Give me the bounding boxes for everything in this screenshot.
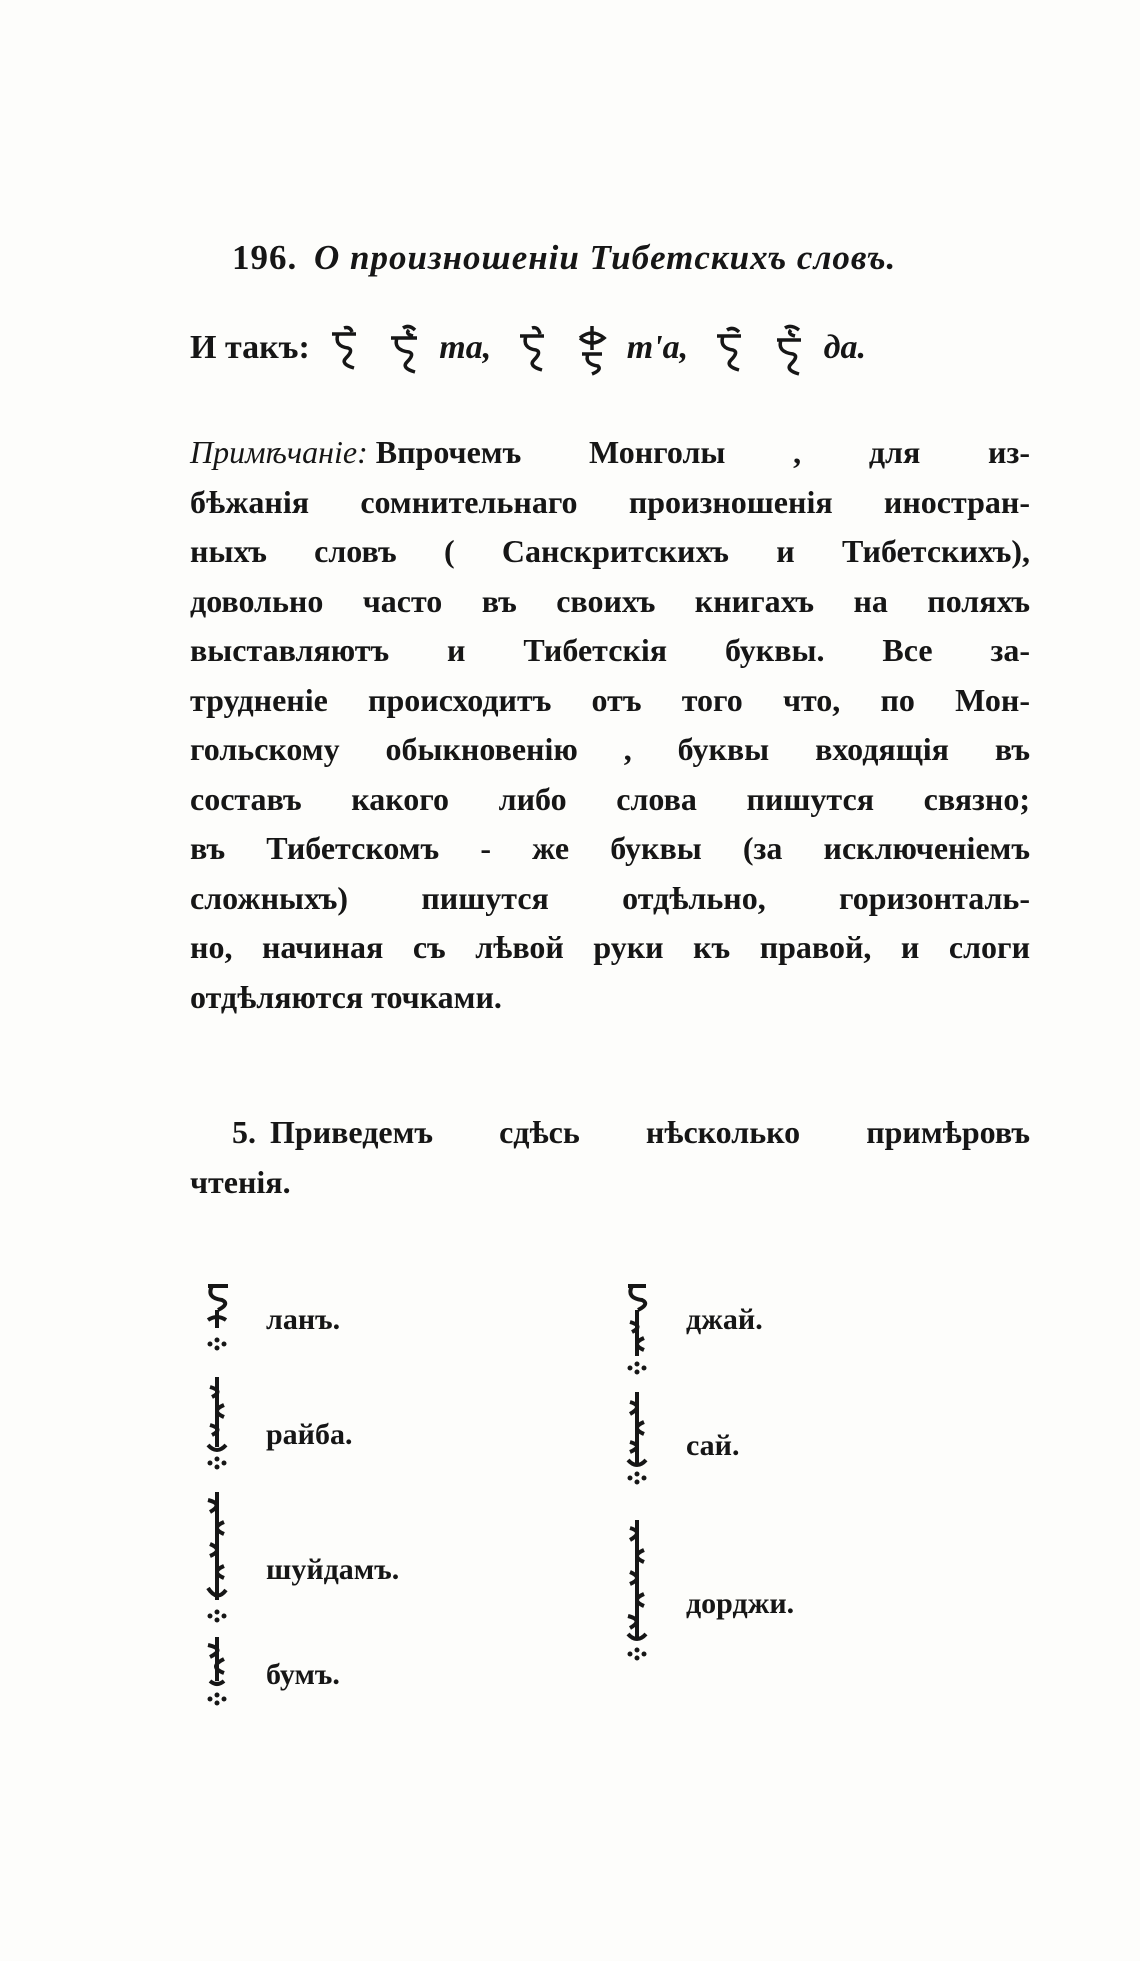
note-line: въ Тибетскомъ - же буквы (за исключеніемъ	[190, 830, 1030, 866]
note-line: отдѣляются точками.	[190, 978, 502, 1015]
mongolian-script-icon	[200, 1375, 234, 1475]
note-line: довольно часто въ своихъ книгахъ на поляхъ	[190, 582, 1030, 619]
note-line-text: Впрочемъ Монголы , для из-	[375, 434, 1030, 470]
mongolian-script-icon	[200, 1635, 234, 1715]
note-line: составъ какого либо слова пишутся связно;	[190, 780, 1030, 817]
example-word: ланъ.	[266, 1303, 341, 1336]
note-paragraph	[190, 428, 1030, 1022]
note-line: гольскому обыкновенію , буквы входящія въ	[190, 731, 1030, 767]
note-line: выставляютъ и Тибетскія буквы. Все за-	[190, 632, 1030, 668]
note-line: сложныхъ) пишутся отдѣльно, горизонталь-	[190, 879, 1030, 916]
section-line	[190, 1108, 1030, 1158]
running-title: О произношеніи Тибетскихъ словъ.	[314, 238, 897, 277]
tibetan-glyph-icon	[385, 324, 425, 376]
mongolian-script-icon	[620, 1390, 654, 1490]
tibetan-letter-examples	[190, 318, 1010, 378]
tibetan-glyph-icon	[572, 324, 612, 376]
page-number: 196.	[232, 238, 298, 277]
note-line: бѣжанія сомнительнаго произношенія иностран-	[190, 483, 1030, 520]
mongolian-script-icon	[620, 1518, 654, 1668]
mongolian-script-icon	[620, 1280, 654, 1380]
example-lead: И такъ:	[190, 329, 310, 366]
section-5	[190, 1108, 1030, 1207]
section-line: чтенія.	[190, 1163, 291, 1200]
example-word: райба.	[266, 1418, 353, 1451]
note-label: Примѣчаніе:	[190, 434, 368, 470]
note-line: трудненіе происходитъ отъ того что, по Мон-	[190, 681, 1030, 718]
example-word: джай.	[686, 1303, 763, 1336]
section-line-text: Приведемъ сдѣсь нѣсколько примѣровъ	[270, 1114, 1030, 1150]
example-word: бумъ.	[266, 1658, 340, 1691]
transliteration-da: да.	[823, 329, 867, 366]
page-header	[232, 236, 1012, 280]
note-line: ныхъ словъ ( Санскритскихъ и Тибетскихъ),	[190, 533, 1030, 569]
tibetan-glyph-icon	[324, 324, 364, 376]
example-word: сай.	[686, 1429, 740, 1462]
tibetan-glyph-icon	[512, 324, 552, 376]
example-word: шуйдамъ.	[266, 1553, 400, 1586]
transliteration-t-a: т'а,	[626, 329, 689, 366]
note-line	[190, 428, 1030, 478]
mongolian-script-icon	[200, 1280, 234, 1360]
section-number: 5.	[232, 1114, 256, 1150]
tibetan-glyph-icon	[769, 324, 809, 376]
reading-examples	[200, 1280, 1000, 1740]
tibetan-glyph-icon	[709, 324, 749, 376]
mongolian-script-icon	[200, 1490, 234, 1630]
example-word: дорджи.	[686, 1587, 795, 1620]
note-line: но, начиная съ лѣвой руки къ правой, и слоги	[190, 929, 1030, 965]
transliteration-ta: та,	[439, 329, 492, 366]
